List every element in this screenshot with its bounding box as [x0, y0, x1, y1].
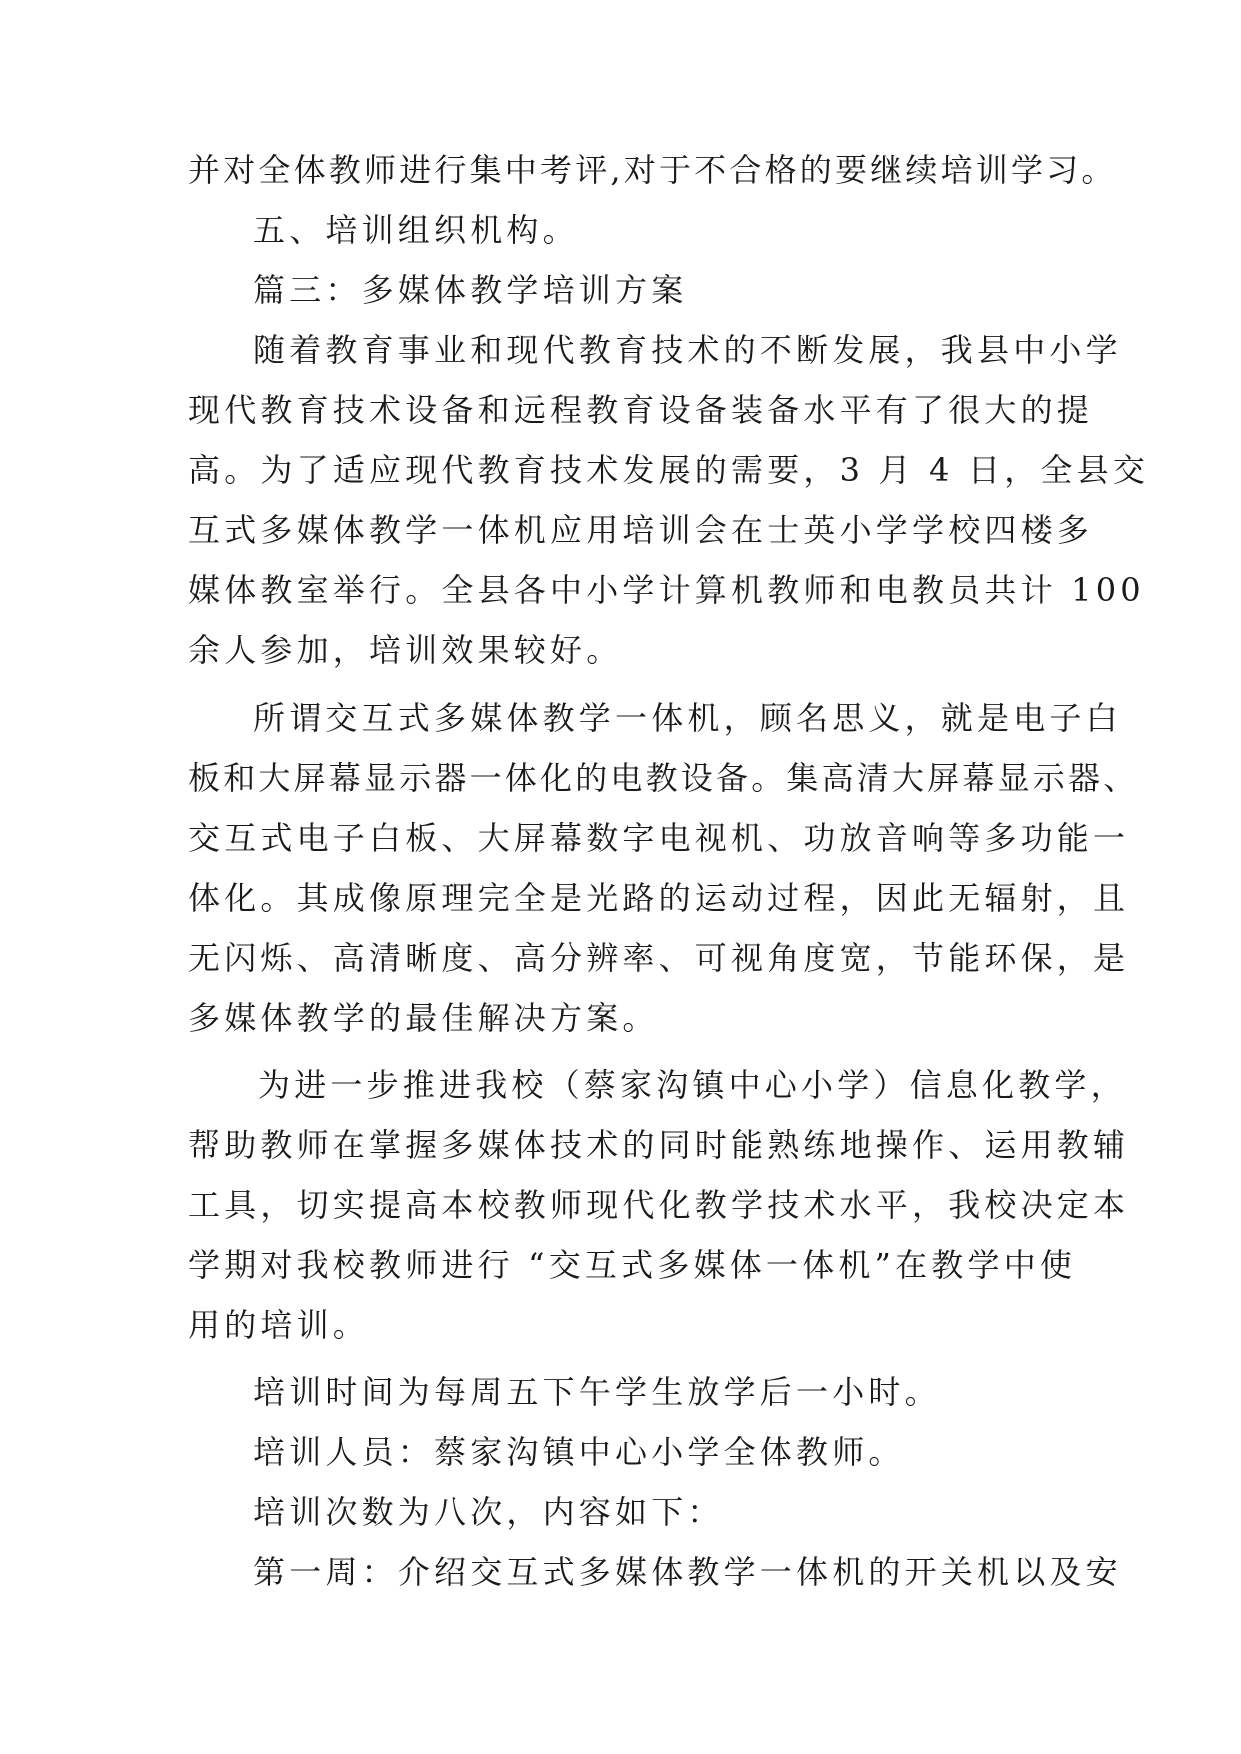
text-line: 体化。其成像原理完全是光路的运动过程，因此无辐射，且 — [188, 879, 1130, 917]
text-line: 并对全体教师进行集中考评,对于不合格的要继续培训学习。 — [188, 151, 1117, 189]
text-line: 培训次数为八次，内容如下： — [253, 1493, 724, 1531]
text-line: 培训时间为每周五下午学生放学后一小时。 — [253, 1373, 941, 1411]
text-line: 板和大屏幕显示器一体化的电教设备。集高清大屏幕显示器、 — [188, 759, 1139, 797]
text-line: 随着教育事业和现代教育技术的不断发展，我县中小学 — [253, 331, 1122, 369]
text-line: 帮助教师在掌握多媒体技术的同时能熟练地操作、运用教辅 — [188, 1126, 1130, 1164]
article-title: 篇三：多媒体教学培训方案 — [253, 271, 688, 309]
text-line: 高。为了适应现代教育技术发展的需要，3 月 4 日，全县交 — [188, 451, 1150, 489]
text-line: 用的培训。 — [188, 1306, 370, 1344]
text-line: 现代教育技术设备和远程教育设备装备水平有了很大的提 — [188, 391, 1094, 429]
text-line: 互式多媒体教学一体机应用培训会在士英小学学校四楼多 — [188, 511, 1094, 549]
text-line: 第一周：介绍交互式多媒体教学一体机的开关机以及安 — [253, 1553, 1122, 1591]
text-line: 交互式电子白板、大屏幕数字电视机、功放音响等多功能一 — [188, 819, 1130, 857]
text-line: 所谓交互式多媒体教学一体机，顾名思义，就是电子白 — [253, 699, 1122, 737]
text-line: 无闪烁、高清晰度、高分辨率、可视角度宽，节能环保，是 — [188, 939, 1130, 977]
section-heading: 五、培训组织机构。 — [253, 211, 579, 249]
text-line: 多媒体教学的最佳解决方案。 — [188, 999, 659, 1037]
text-line: 媒体教室举行。全县各中小学计算机教师和电教员共计 100 — [188, 571, 1145, 609]
text-line: 培训人员：蔡家沟镇中心小学全体教师。 — [253, 1433, 905, 1471]
text-line: 为进一步推进我校（蔡家沟镇中心小学）信息化教学， — [258, 1066, 1127, 1104]
text-line: 工具，切实提高本校教师现代化教学技术水平，我校决定本 — [188, 1186, 1130, 1224]
text-line: 学期对我校教师进行 “交互式多媒体一体机”在教学中使 — [188, 1246, 1077, 1284]
text-line: 余人参加，培训效果较好。 — [188, 631, 623, 669]
